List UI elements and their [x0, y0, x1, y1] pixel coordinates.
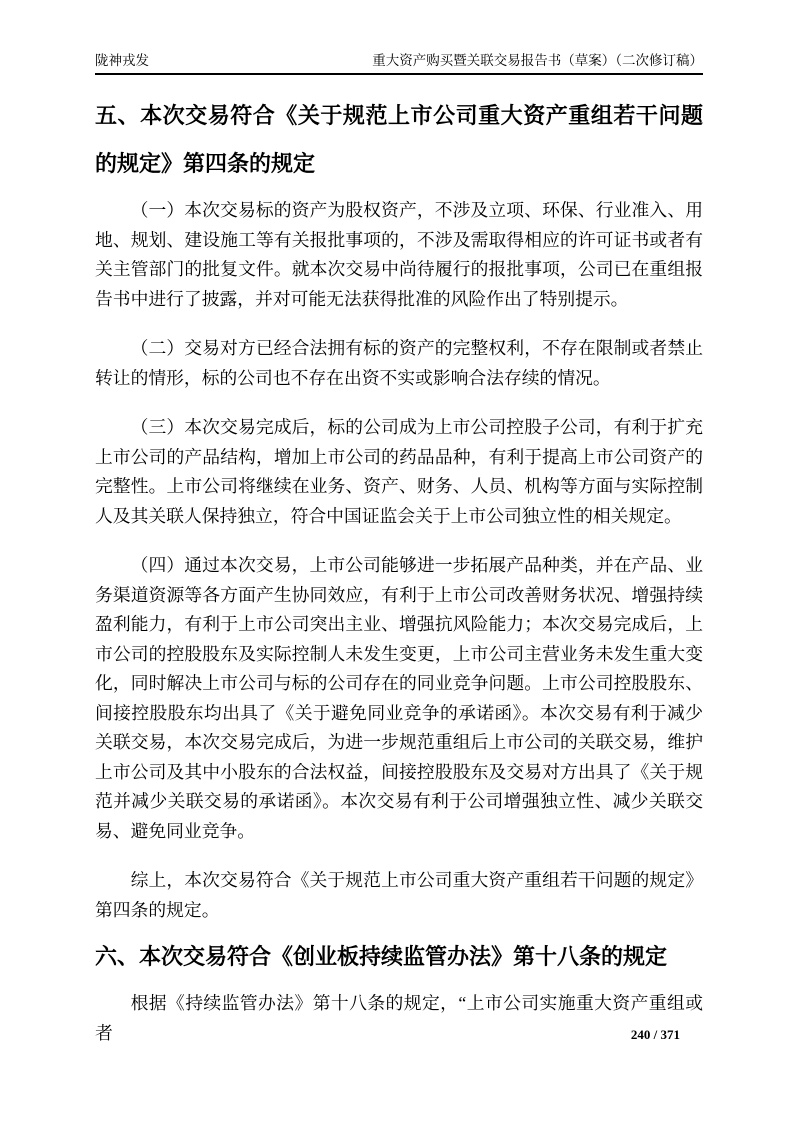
section-5-heading: 五、本次交易符合《关于规范上市公司重大资产重组若干问题的规定》第四条的规定	[95, 103, 703, 176]
page-number: 240 / 371	[630, 1027, 680, 1042]
page-content	[95, 0, 703, 1048]
header-document-title: 重大资产购买暨关联交易报告书（草案）（二次修订稿）	[372, 53, 703, 68]
section-5-conclusion-paragraph: 综上，本次交易符合《关于规范上市公司重大资产重组若干问题的规定》第四条的规定。	[95, 870, 703, 920]
section-5-paragraph-4: （四）通过本次交易，上市公司能够进一步拓展产品种类，并在产品、业务渠道资源等各方面产生协同效应，有利于上市公司改善财务状况、增强持续盈利能力，有利于上市公司突出主业、增强抗风险能力；本次交易完成后，上市公司的控股股东及实际控制人未发生变更，上市公司主营业务未发生重大变化，同时解决上市公司与标的公司存在的同业竞争问题。上市公司控股股东、间接控股股东均出具了《关于避免同业竞争的承诺函》。本次交易有利于减少关联交易，本次交易完成后，为进一步规范重组后上市公司的关联交易，维护上市公司及其中小股东的合法权益，间接控股股东及交易对方出具了《关于规范并减少关联交易的承诺函》。本次交易有利于公司增强独立性、减少关联交易、避免同业竞争。	[95, 555, 703, 841]
page-footer	[631, 1027, 680, 1042]
section-6-paragraph-1: 根据《持续监管办法》第十八条的规定，“上市公司实施重大资产重组或者	[95, 993, 703, 1043]
section-5-paragraph-3: （三）本次交易完成后，标的公司成为上市公司控股子公司，有利于扩充上市公司的产品结构，增加上市公司的药品品种，有利于提高上市公司资产的完整性。上市公司将继续在业务、资产、财务、人员、机构等方面与实际控制人及其关联人保持独立，符合中国证监会关于上市公司独立性的相关规定。	[95, 417, 703, 526]
section-5-paragraph-1: （一）本次交易标的资产为股权资产，不涉及立项、环保、行业准入、用地、规划、建设施工等有关报批事项的，不涉及需取得相应的许可证书或者有关主管部门的批复文件。就本次交易中尚待履行的报批事项，公司已在重组报告书中进行了披露，并对可能无法获得批准的风险作出了特别提示。	[95, 200, 703, 309]
header-company-name: 陇神戎发	[95, 53, 149, 68]
page-header	[95, 53, 703, 75]
section-6-heading: 六、本次交易符合《创业板持续监管办法》第十八条的规定	[95, 944, 668, 969]
section-5-paragraph-2: （二）交易对方已经合法拥有标的资产的完整权利，不存在限制或者禁止转让的情形，标的公司也不存在出资不实或影响合法存续的情况。	[95, 338, 703, 388]
